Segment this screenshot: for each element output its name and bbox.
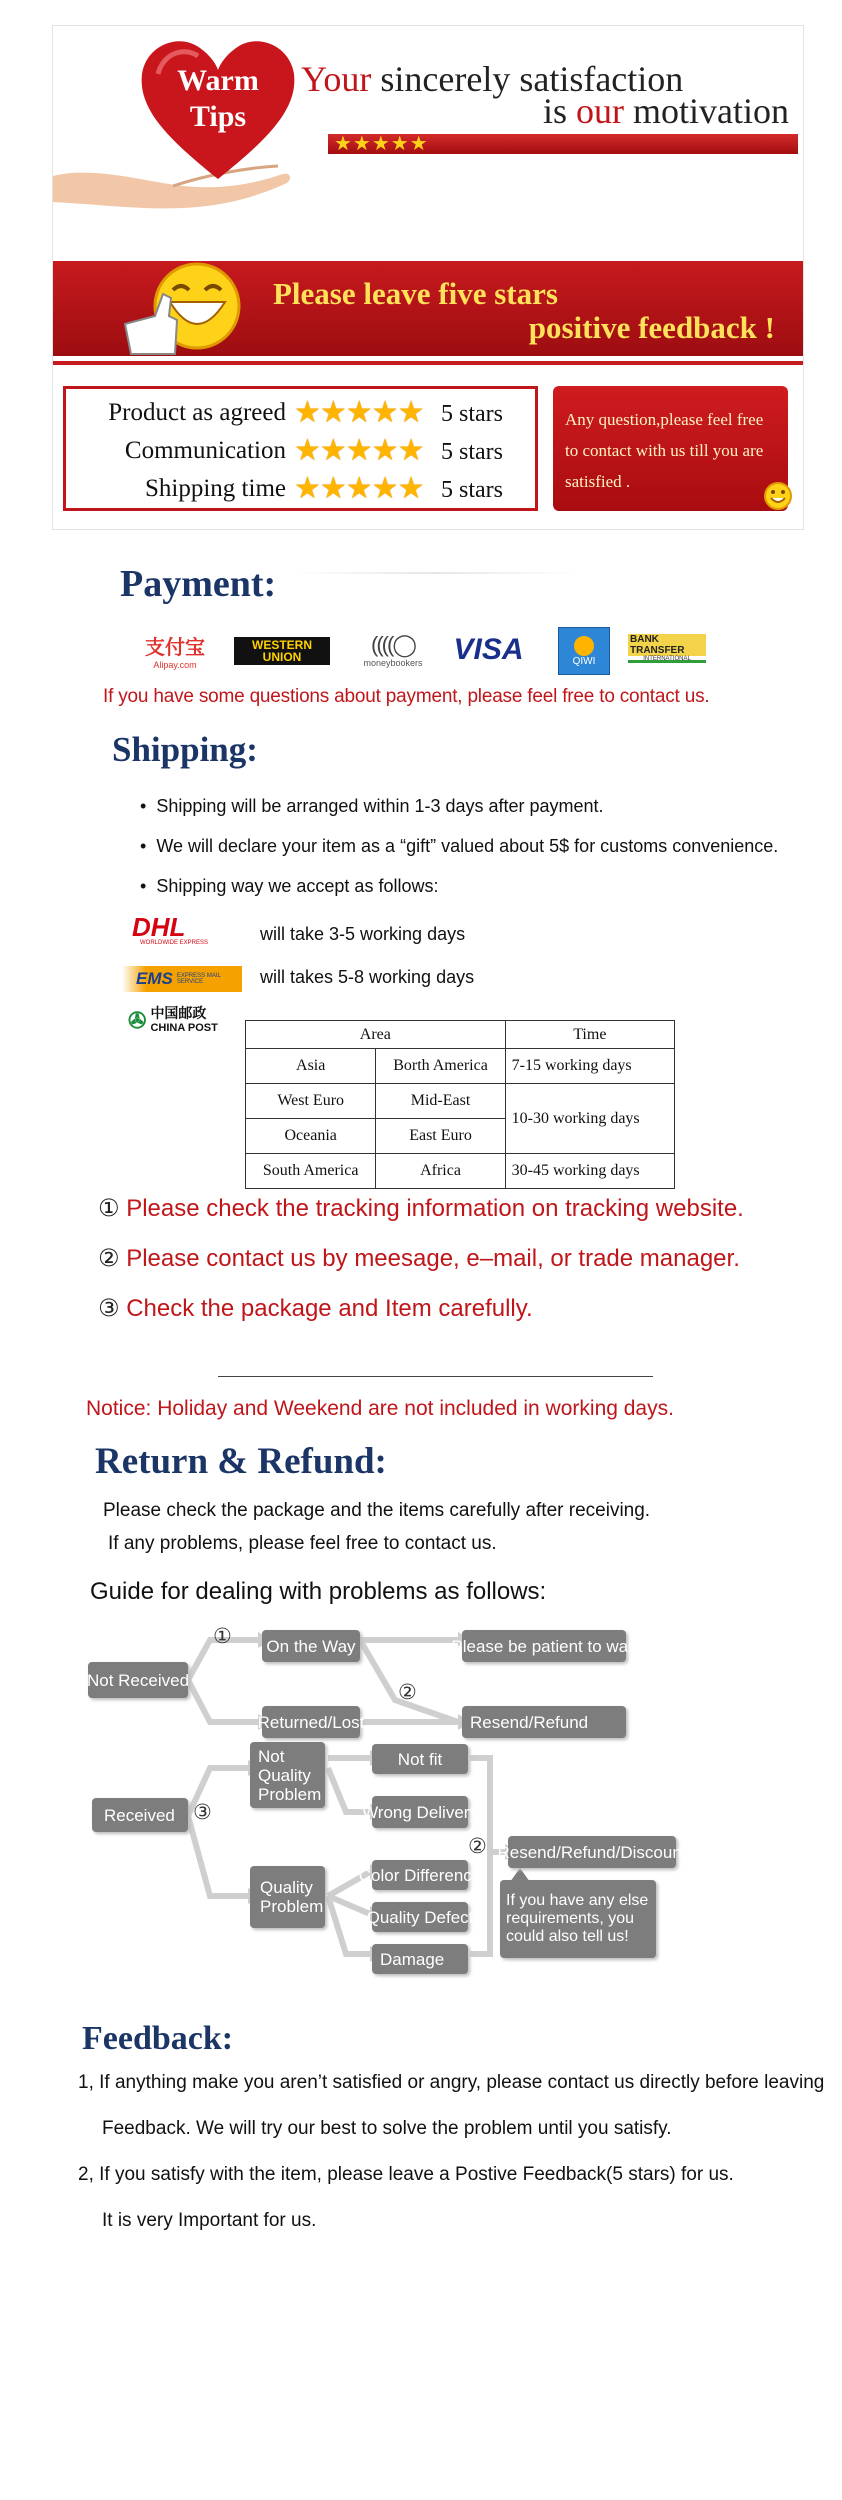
node-wrong-delivery: Wrong Delivery	[372, 1796, 468, 1828]
ems-time: will takes 5-8 working days	[260, 967, 475, 987]
node-not-fit: Not fit	[372, 1744, 468, 1774]
rating-label: Shipping time	[145, 475, 286, 502]
refund-line2: If any problems, please feel free to contact us.	[108, 1533, 497, 1554]
feedback-item1-line1: 1, If anything make you aren’t satisfied or angry, please contact us directly before leaving	[78, 2072, 825, 2093]
moneybookers-logo: ((((◯ moneybookers	[363, 632, 423, 668]
table-row	[246, 1084, 675, 1119]
rating-stars-icon: ★★★★★	[294, 434, 424, 467]
china-post-icon: ✇	[128, 1008, 147, 1033]
divider	[218, 1376, 653, 1377]
table-row	[246, 1154, 675, 1189]
rating-label: Product as agreed	[108, 399, 286, 426]
rating-label: Communication	[124, 437, 286, 464]
heart-title-line1: Warm	[177, 64, 259, 97]
table-cell: South America	[246, 1154, 376, 1189]
feedback-title-line1: Please leave five stars	[273, 276, 558, 311]
dhl-time: will take 3-5 working days	[260, 924, 466, 944]
table-cell: 7-15 working days	[505, 1049, 674, 1084]
visa-logo: VISA	[453, 633, 524, 666]
payment-title-underline	[290, 572, 580, 574]
bank-transfer-logo: BANK TRANSFER INTERNATIONAL	[628, 635, 706, 663]
feedback-item2-line1: 2, If you satisfy with the item, please leave a Postive Feedback(5 stars) for us.	[78, 2164, 734, 2185]
table-cell: Oceania	[246, 1119, 376, 1154]
rating-stars-icon: ★★★★★	[294, 472, 424, 505]
china-post-logo: ✇ 中国邮政 CHINA POST	[128, 1006, 218, 1034]
feedback-title: Feedback:	[82, 2020, 234, 2057]
dhl-logo: DHL WORLDWIDE EXPRESS	[132, 912, 209, 946]
table-cell: Mid-East	[376, 1084, 505, 1119]
shipping-step: ② Please contact us by meesage, e–mail, or trade manager.	[98, 1244, 740, 1272]
alipay-logo: 支付宝 Alipay.com	[145, 634, 205, 670]
node-color-difference: Color Difference	[372, 1860, 468, 1890]
slogan-bar	[328, 134, 798, 154]
step-number-1: ①	[213, 1624, 232, 1648]
node-else-requirements: If you have any else requirements, you could also tell us!	[500, 1880, 656, 1958]
qiwi-logo: QIWI	[558, 627, 610, 675]
shipping-step: ③ Check the package and Item carefully.	[98, 1294, 533, 1322]
slogan-line2: is our motivation	[542, 91, 789, 131]
rating-value: 5 stars	[441, 401, 503, 427]
rating-row	[66, 473, 536, 509]
node-resend-refund-discount: Resend/Refund/Discount	[508, 1836, 676, 1868]
shipping-bullet: • Shipping way we accept as follows:	[140, 876, 439, 896]
rating-value: 5 stars	[441, 439, 503, 465]
table-header-area: Area	[246, 1021, 506, 1049]
contact-box	[553, 386, 788, 511]
table-cell: East Euro	[376, 1119, 505, 1154]
rating-value: 5 stars	[441, 477, 503, 503]
table-cell: West Euro	[246, 1084, 376, 1119]
payment-title: Payment:	[120, 563, 277, 605]
node-resend-refund: Resend/Refund	[462, 1706, 626, 1738]
node-quality-defect: Quality Defect	[372, 1902, 468, 1932]
table-cell: Asia	[246, 1049, 376, 1084]
node-be-patient: Please be patient to wait	[462, 1630, 626, 1662]
node-not-received: Not Received	[88, 1662, 188, 1698]
western-union-logo: WESTERN UNION	[234, 637, 330, 665]
table-cell: 10-30 working days	[505, 1084, 674, 1154]
node-on-the-way: On the Way	[262, 1630, 360, 1662]
feedback-item2-line2: It is very Important for us.	[102, 2210, 317, 2231]
table-cell: 30-45 working days	[505, 1154, 674, 1189]
slogan-line1: Your sincerely satisfaction	[301, 59, 684, 99]
shipping-bullet: • We will declare your item as a “gift” valued about 5$ for customs convenience.	[140, 836, 779, 856]
step-number-2: ②	[398, 1680, 417, 1704]
refund-title: Return & Refund:	[95, 1441, 387, 1482]
warm-tips-banner	[52, 25, 804, 530]
contact-text: Any question,please feel free to contact with us till you are satisfied .	[565, 410, 764, 491]
rating-row	[66, 397, 536, 433]
feedback-item1-line2: Feedback. We will try our best to solve the problem until you satisfy.	[102, 2118, 672, 2139]
qiwi-coin-icon	[574, 636, 594, 656]
guide-title: Guide for dealing with problems as follows:	[90, 1578, 547, 1605]
node-quality-problem: Quality Problem	[250, 1866, 325, 1928]
slogan-stars: ★★★★★	[334, 133, 429, 155]
step-number-2b: ②	[468, 1834, 487, 1858]
smiley-icon	[763, 481, 793, 511]
heart-title-line2: Tips	[189, 100, 247, 133]
node-received: Received	[92, 1798, 188, 1832]
node-returned-lost: Returned/Lost	[262, 1706, 360, 1738]
shipping-step: ① Please check the tracking information on tracking website.	[98, 1194, 744, 1222]
step-number-3: ③	[193, 1800, 212, 1824]
rating-box	[63, 386, 538, 511]
table-cell: Africa	[376, 1154, 505, 1189]
table-header-time: Time	[505, 1021, 674, 1049]
node-damage: Damage	[372, 1944, 468, 1974]
feedback-title-line2: positive feedback !	[528, 310, 775, 345]
table-row	[246, 1049, 675, 1084]
shipping-bullet: • Shipping will be arranged within 1-3 days after payment.	[140, 796, 604, 816]
ems-logo: EMS EXPRESS MAIL SERVICE	[122, 966, 242, 992]
table-cell: Borth America	[376, 1049, 505, 1084]
shipping-time-table	[245, 1020, 675, 1189]
payment-notice: If you have some questions about payment, please feel free to contact us.	[103, 686, 710, 707]
rating-stars-icon: ★★★★★	[294, 396, 424, 429]
node-not-quality-problem: Not Quality Problem	[250, 1742, 325, 1808]
holiday-notice: Notice: Holiday and Weekend are not included in working days.	[86, 1397, 674, 1420]
refund-line1: Please check the package and the items carefully after receiving.	[103, 1500, 651, 1521]
thumbs-up-smiley-icon	[115, 254, 265, 364]
rating-row	[66, 435, 536, 471]
shipping-title: Shipping:	[112, 730, 258, 769]
